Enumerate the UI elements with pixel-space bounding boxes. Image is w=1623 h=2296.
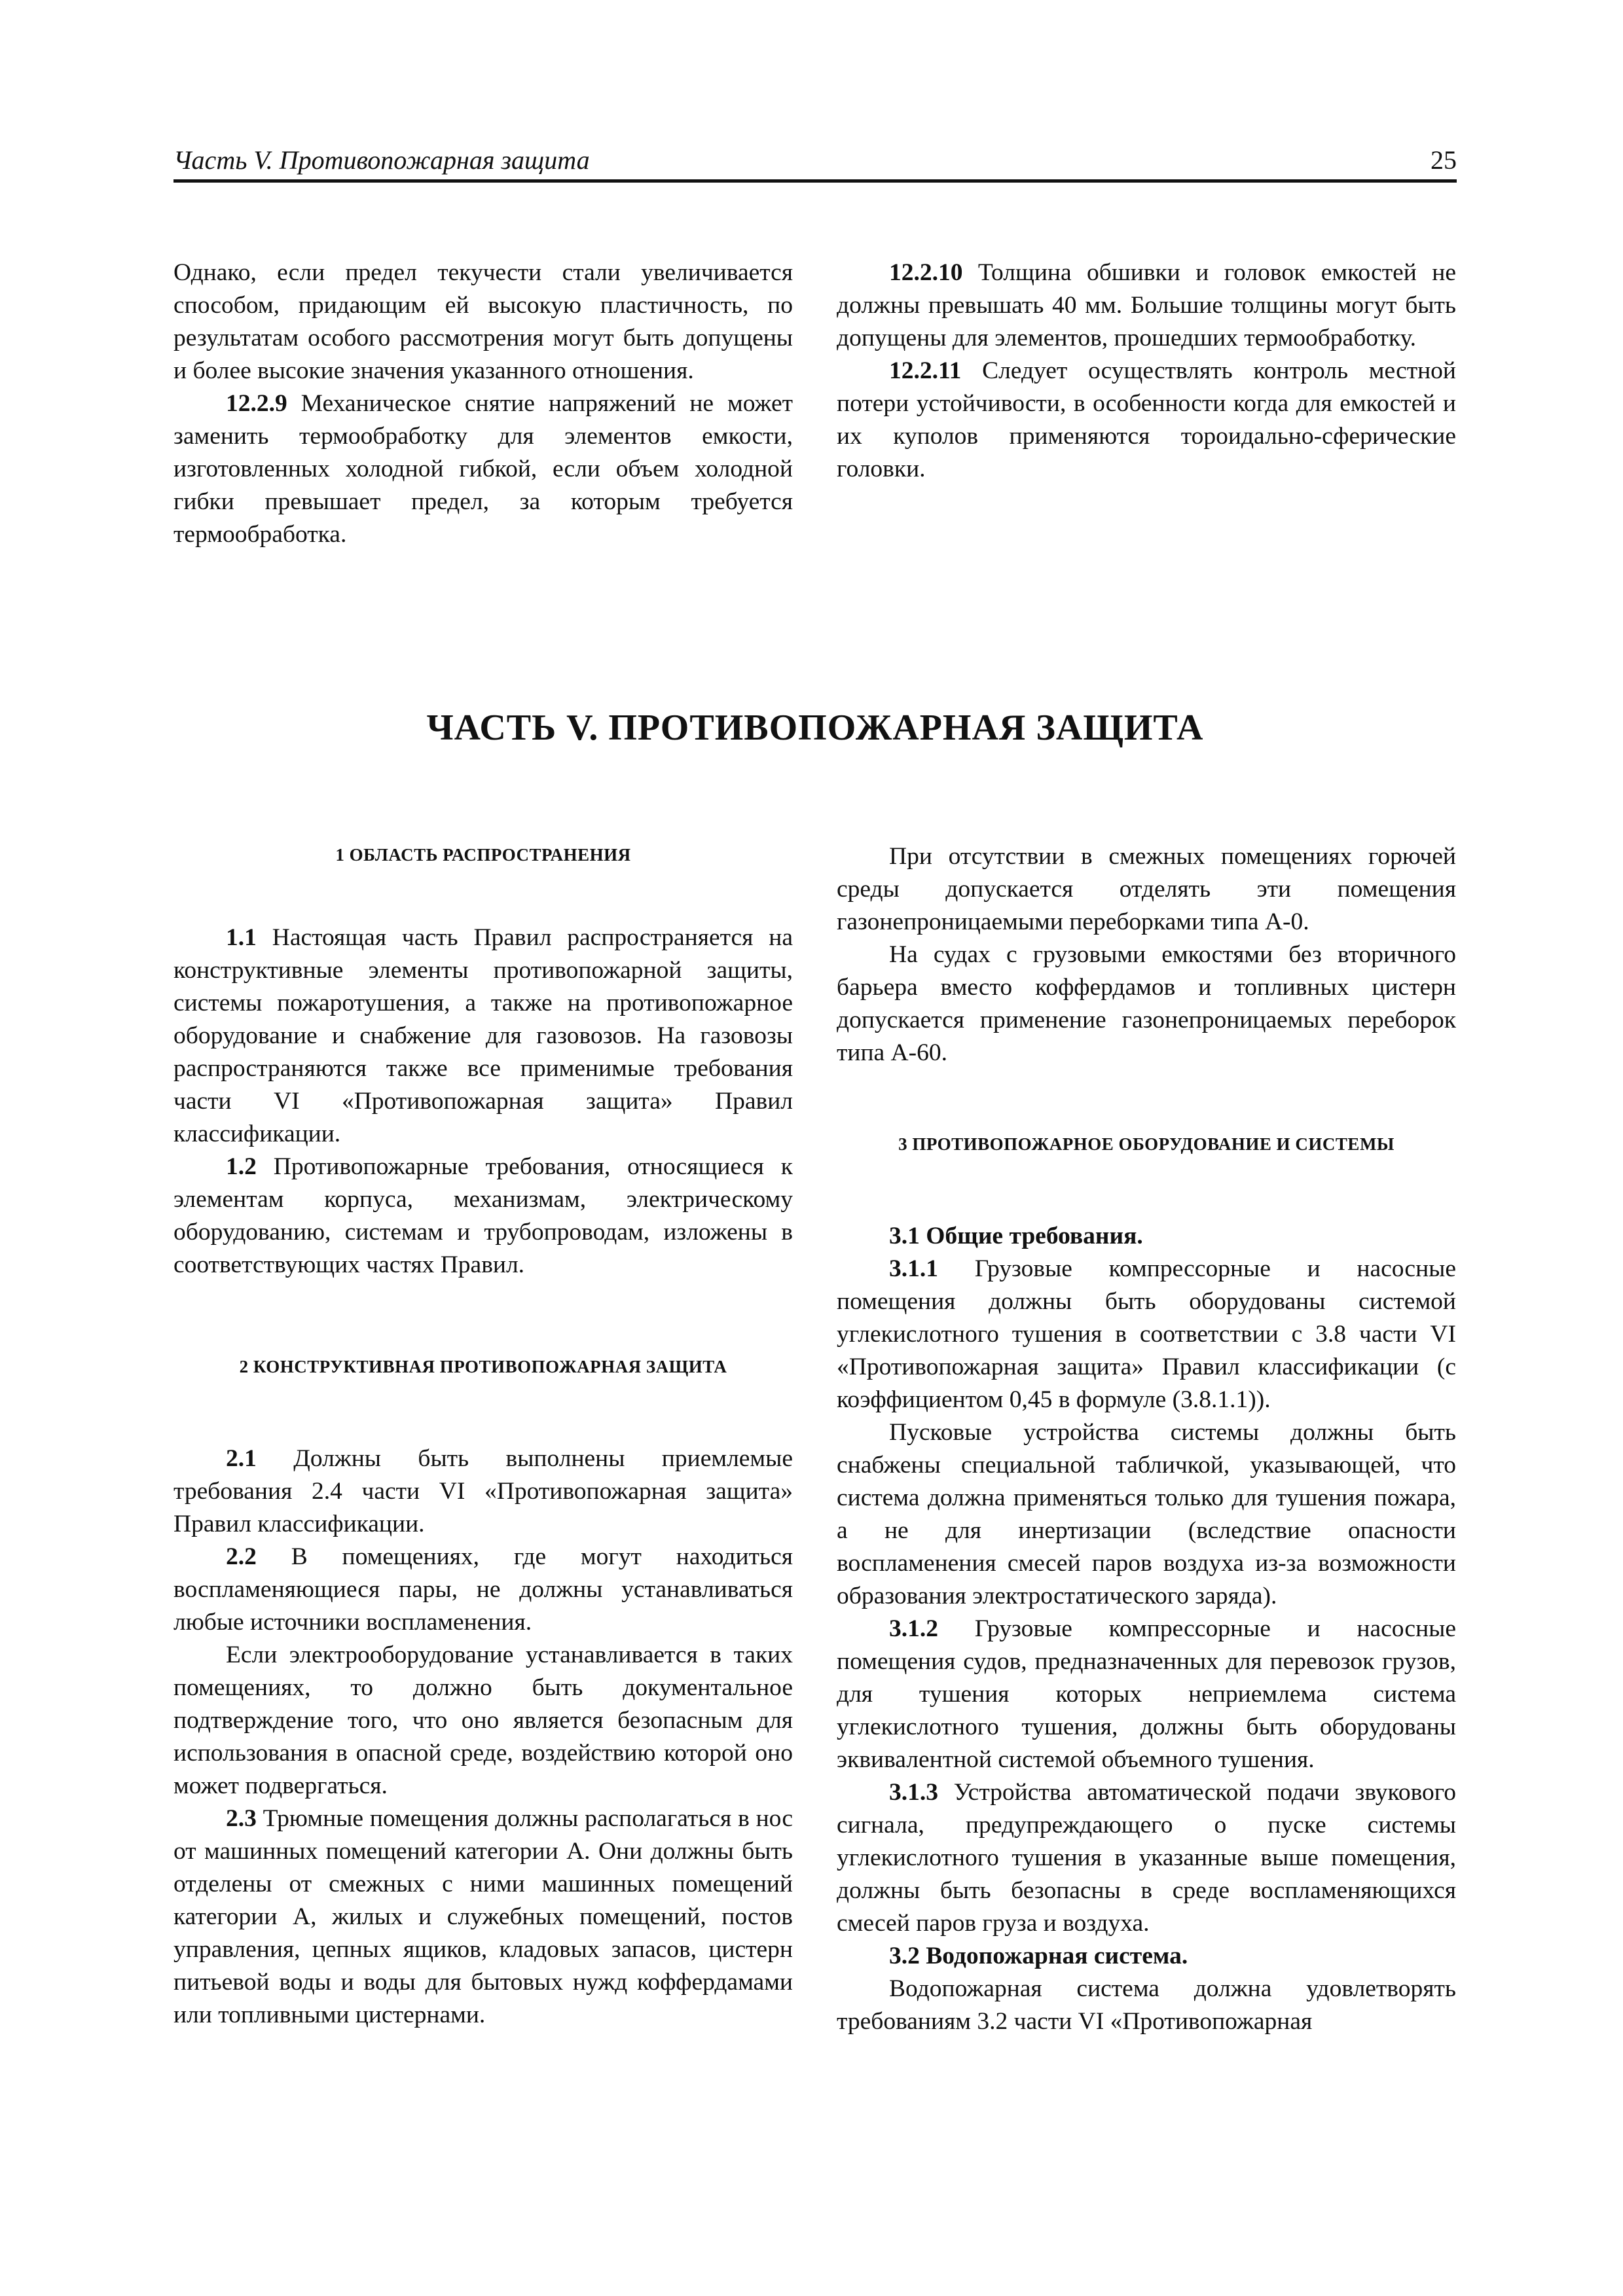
clause-number: 12.2.9 — [226, 390, 287, 417]
clause-12-2-9 — [173, 387, 793, 551]
clause-3-1-2 — [837, 1613, 1456, 1776]
clause-number: 3.1.3 — [889, 1779, 938, 1806]
clause-text: В помещениях, где могут находиться воспламеняющиеся пары, не должны устанавливаться любые источники воспламенения. — [173, 1543, 793, 1636]
clause-1-2 — [173, 1151, 793, 1282]
clause-number: 2.3 — [226, 1805, 257, 1832]
clause-number: 3.1.2 — [889, 1615, 938, 1642]
paragraph: Пусковые устройства системы должны быть снабжены специальной табличкой, указывающей, что система должна применяться только для тушения пожара, а не для инертизации (вследствие опасности воспламенения смесей паров воздуха из-за возможности образования электростатического заряда). — [837, 1419, 1456, 1609]
clause-number: 1.2 — [226, 1153, 257, 1180]
clause-3-1-1 — [837, 1253, 1456, 1416]
section-3-heading: 3 ПРОТИВОПОЖАРНОЕ ОБОРУДОВАНИЕ И СИСТЕМЫ — [898, 1134, 1395, 1154]
clause-text: Настоящая часть Правил распространяется на конструктивные элементы противопожарной защиты, системы пожаротушения, а также на противопожарное оборудование и снабжение для газовозов. На газовозы распространяются также все применимые требования части VI «Противопожарная защита» Правил классификации. — [173, 924, 793, 1147]
paragraph: Водопожарная система должна удовлетворять требованиям 3.2 части VI «Противопожарная — [837, 1975, 1456, 2035]
clause-number: 12.2.11 — [889, 357, 962, 384]
running-header — [173, 145, 1457, 183]
clause-text: Грузовые компрессорные и насосные помещения судов, предназначенных для перевозок грузов, для тушения которых неприемлема система углекислотного тушения, должны быть оборудованы эквивалентной системой объемного тушения. — [837, 1615, 1456, 1773]
subsection-3-1-heading: 3.1 Общие требования. — [889, 1223, 1143, 1249]
clause-number: 1.1 — [226, 924, 257, 951]
paragraph: На судах с грузовыми емкостями без вторичного барьера вместо коффердамов и топливных цистерн допускается применение газонепроницаемых переборок типа А-60. — [837, 941, 1456, 1066]
subsection-3-2-heading: 3.2 Водопожарная система. — [889, 1943, 1188, 1969]
clause-number: 2.1 — [226, 1445, 257, 1472]
paragraph: При отсутствии в смежных помещениях горючей среды допускается отделять эти помещения газонепроницаемыми переборками типа А-0. — [837, 843, 1456, 935]
clause-number: 2.2 — [226, 1543, 257, 1570]
clause-text: Механическое снятие напряжений не может заменить термообработку для элементов емкости, изготовленных холодной гибкой, если объем холодной гибки превышает предел, за которым требуется термообработка. — [173, 390, 793, 548]
clause-2-3 — [173, 1803, 793, 2032]
clause-1-1 — [173, 922, 793, 1151]
clause-text: Грузовые компрессорные и насосные помещения должны быть оборудованы системой углекислотного тушения в соответствии с 3.8 части VI «Противопожарная защита» Правил классификации (с коэффициентом 0,45 в формуле (3.8.1.1)). — [837, 1255, 1456, 1413]
top-right-column — [837, 257, 1456, 486]
clause-text: Противопожарные требования, относящиеся к элементам корпуса, механизмам, электрическому оборудованию, системам и трубопроводам, изложены в соответствующих частях Правил. — [173, 1153, 793, 1278]
top-left-column — [173, 257, 793, 551]
clause-3-1-3 — [837, 1776, 1456, 1940]
clause-12-2-10 — [837, 257, 1456, 355]
running-header-title: Часть V. Противопожарная защита — [173, 145, 590, 175]
paragraph: Однако, если предел текучести стали увеличивается способом, придающим ей высокую пластичность, по результатам особого рассмотрения могут быть допущены и более высокие значения указанного отношения. — [173, 259, 793, 384]
clause-number: 12.2.10 — [889, 259, 963, 286]
clause-number: 3.1.1 — [889, 1255, 938, 1282]
clause-text: Толщина обшивки и головок емкостей не должны превышать 40 мм. Большие толщины могут быть допущены для элементов, прошедших термообработку. — [837, 259, 1456, 351]
clause-12-2-11 — [837, 355, 1456, 486]
clause-2-2 — [173, 1541, 793, 1639]
clause-text: Устройства автоматической подачи звукового сигнала, предупреждающего о пуске системы углекислотного тушения в указанные выше помещения, должны быть безопасны в среде воспламеняющихся смесей паров груза и воздуха. — [837, 1779, 1456, 1937]
part-title: ЧАСТЬ V. ПРОТИВОПОЖАРНАЯ ЗАЩИТА — [426, 708, 1204, 748]
left-column — [173, 843, 793, 2032]
section-1-heading: 1 ОБЛАСТЬ РАСПРОСТРАНЕНИЯ — [335, 845, 631, 865]
clause-text: Трюмные помещения должны располагаться в нос от машинных помещений категории А. Они должны быть отделены от смежных с ними машинных помещений категории А, жилых и служебных помещений, постов управления, цепных ящиков, кладовых запасов, цистерн питьевой воды и воды для бытовых нужд коффердамами или топливными цистернами. — [173, 1805, 793, 2028]
clause-text: Следует осуществлять контроль местной потери устойчивости, в особенности когда для емкостей и их куполов применяются тороидально-сферические головки. — [837, 357, 1456, 482]
clause-2-1 — [173, 1443, 793, 1541]
clause-text: Должны быть выполнены приемлемые требования 2.4 части VI «Противопожарная защита» Правил классификации. — [173, 1445, 793, 1537]
right-column — [837, 840, 1456, 2038]
page-number: 25 — [1431, 145, 1457, 175]
paragraph: Если электрооборудование устанавливается в таких помещениях, то должно быть документальное подтверждение того, что оно является безопасным для использования в опасной среде, воздействию которой оно может подвергаться. — [173, 1641, 793, 1799]
section-2-heading: 2 КОНСТРУКТИВНАЯ ПРОТИВОПОЖАРНАЯ ЗАЩИТА — [239, 1357, 727, 1376]
